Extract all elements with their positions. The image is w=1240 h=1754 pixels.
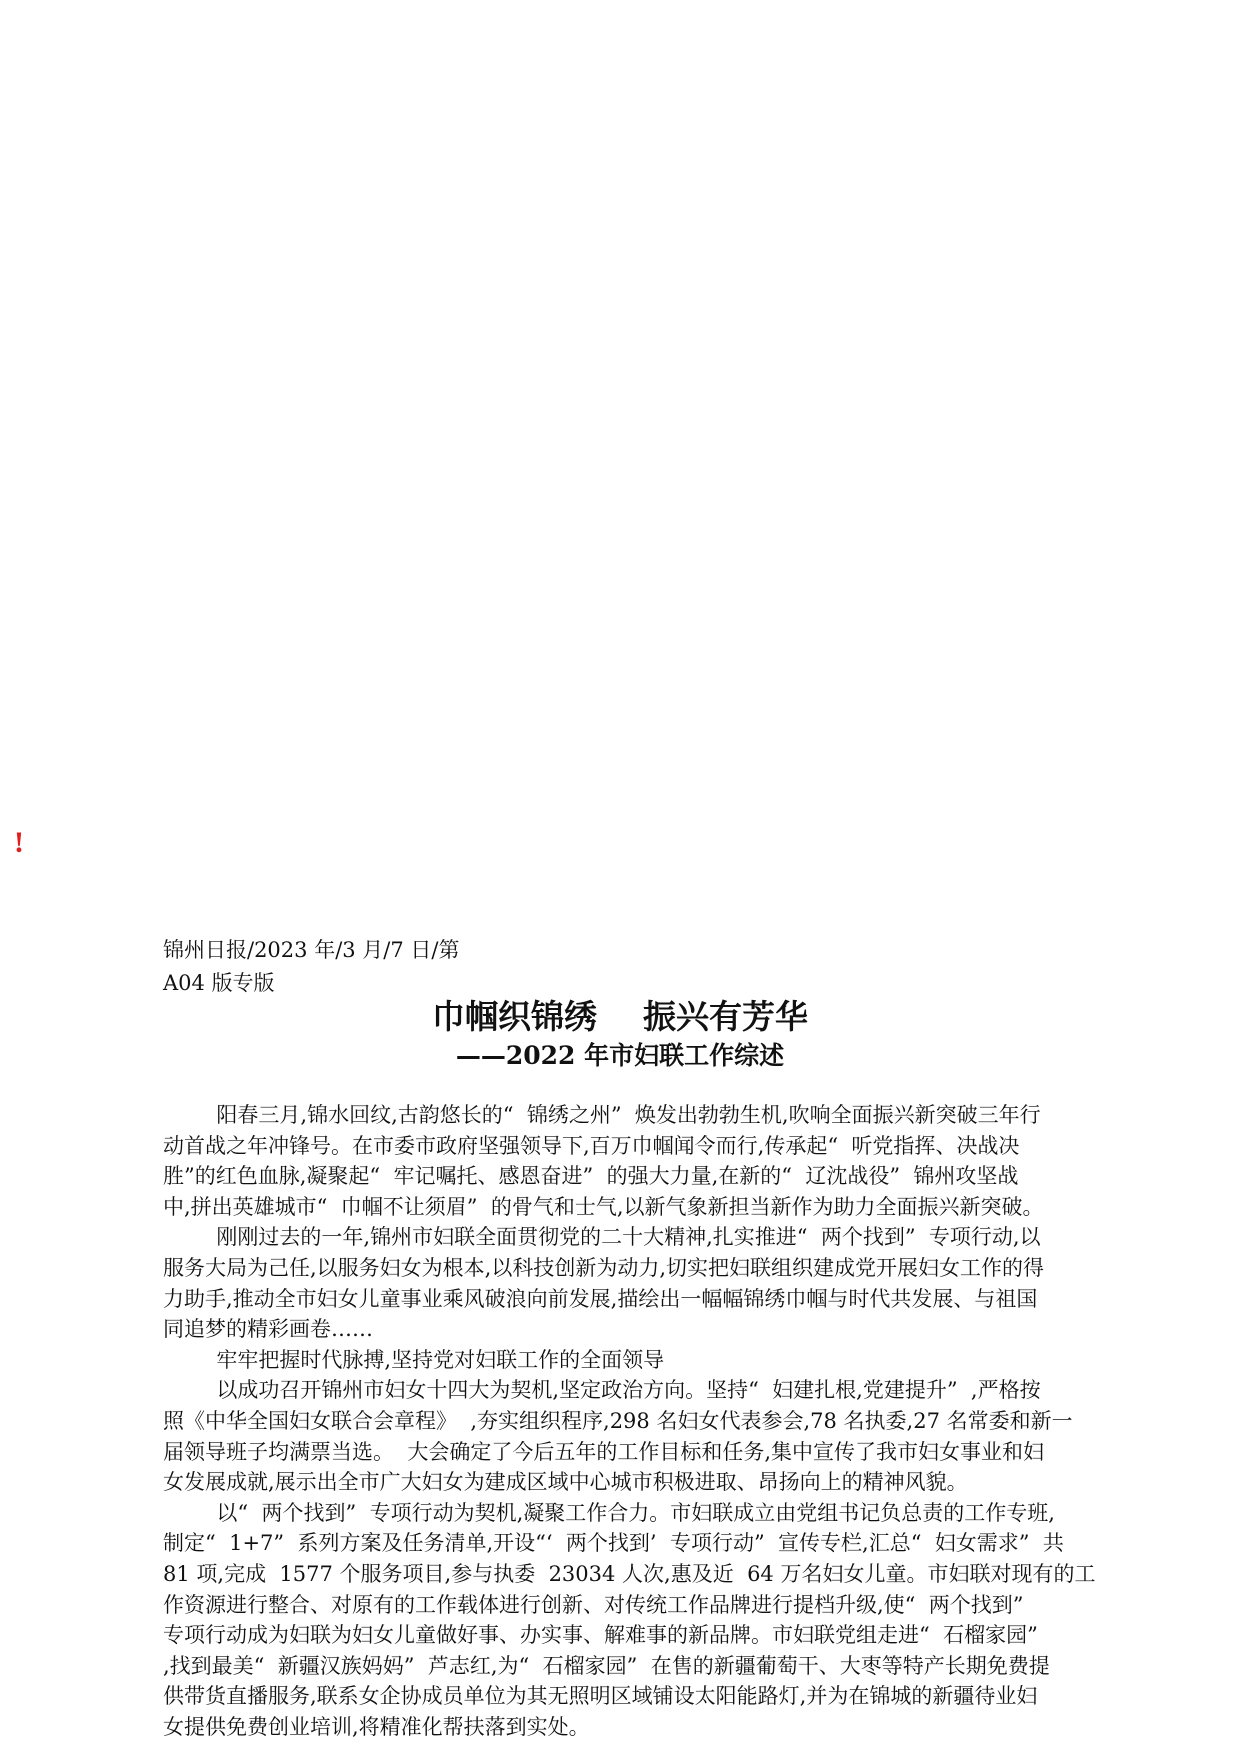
body-line: 动首战之年冲锋号。在市委市政府坚强领导下,百万巾帼闻令而行,传承起“ 听党指挥、决战决: [163, 1133, 1020, 1158]
body-line: 同追梦的精彩画卷……: [163, 1317, 373, 1342]
body-line: 服务大局为己任,以服务妇女为根本,以科技创新为动力,切实把妇联组织建成党开展妇女工作的得: [163, 1255, 1045, 1280]
body-line: 女发展成就,展示出全市广大妇女为建成区域中心城市积极进取、昂扬向上的精神风貌。: [163, 1470, 968, 1495]
article-subtitle: ——2022 年市妇联工作综述: [455, 1041, 785, 1070]
body-line: ,找到最美“ 新疆汉族妈妈” 芦志红,为“ 石榴家园” 在售的新疆葡萄干、大枣等特产长期免费提: [163, 1653, 1050, 1678]
body-line: 以成功召开锦州市妇女十四大为契机,坚定政治方向。坚持“ 妇建扎根,党建提升” ,严格按: [163, 1378, 1041, 1403]
article-title: 巾帼织锦绣 振兴有芳华: [432, 997, 808, 1036]
source-line: 锦州日报/2023 年/3 月/7 日/第 A04 版专版: [163, 938, 460, 995]
red-exclamation-mark: !: [14, 826, 24, 859]
body-line: 以“ 两个找到” 专项行动为契机,凝聚工作合力。市妇联成立由党组书记负总责的工作专班,: [163, 1500, 1055, 1525]
body-line: 作资源进行整合、对原有的工作载体进行创新、对传统工作品牌进行提档升级,使“ 两个找到”: [163, 1592, 1024, 1617]
body-line: 专项行动成为妇联为妇女儿童做好事、办实事、解难事的新品牌。市妇联党组走进“ 石榴家园”: [163, 1623, 1038, 1648]
body-line: 阳春三月,锦水回纹,古韵悠长的“ 锦绣之州” 焕发出勃勃生机,吹响全面振兴新突破三年行: [163, 1103, 1041, 1127]
body-line: 女提供免费创业培训,将精准化帮扶落到实处。: [163, 1714, 590, 1739]
section-heading: 牢牢把握时代脉搏,坚持党对妇联工作的全面领导: [163, 1347, 665, 1372]
article-body: [163, 1100, 1123, 1742]
body-line: 刚刚过去的一年,锦州市妇联全面贯彻党的二十大精神,扎实推进“ 两个找到” 专项行动,以: [163, 1225, 1041, 1250]
body-line: 制定“ 1+7” 系列方案及任务清单,开设“‘ 两个找到’ 专项行动” 宣传专栏,汇总“ 妇女需求” 共: [163, 1531, 1064, 1556]
body-line: 力助手,推动全市妇女儿童事业乘风破浪向前发展,描绘出一幅幅锦绣巾帼与时代共发展、与祖国: [163, 1286, 1038, 1311]
body-line: 照《中华全国妇女联合会章程》 ,夯实组织程序,298 名妇女代表参会,78 名执委,27 名常委和新一: [163, 1408, 1073, 1433]
body-line: 供带货直播服务,联系女企协成员单位为其无照明区域铺设太阳能路灯,并为在锦城的新疆待业妇: [163, 1684, 1038, 1709]
body-line: 届领导班子均满票当选。 大会确定了今后五年的工作目标和任务,集中宣传了我市妇女事业和妇: [163, 1439, 1045, 1464]
body-line: 中,拼出英雄城市“ 巾帼不让须眉” 的骨气和士气,以新气象新担当新作为助力全面振兴新突破。: [163, 1194, 1044, 1219]
body-line: 81 项,完成 1577 个服务项目,参与执委 23034 人次,惠及近 64 万名妇女儿童。市妇联对现有的工: [163, 1561, 1096, 1586]
body-line: 胜”的红色血脉,凝聚起“ 牢记嘱托、感恩奋进” 的强大力量,在新的“ 辽沈战役” 锦州攻坚战: [163, 1164, 1019, 1189]
